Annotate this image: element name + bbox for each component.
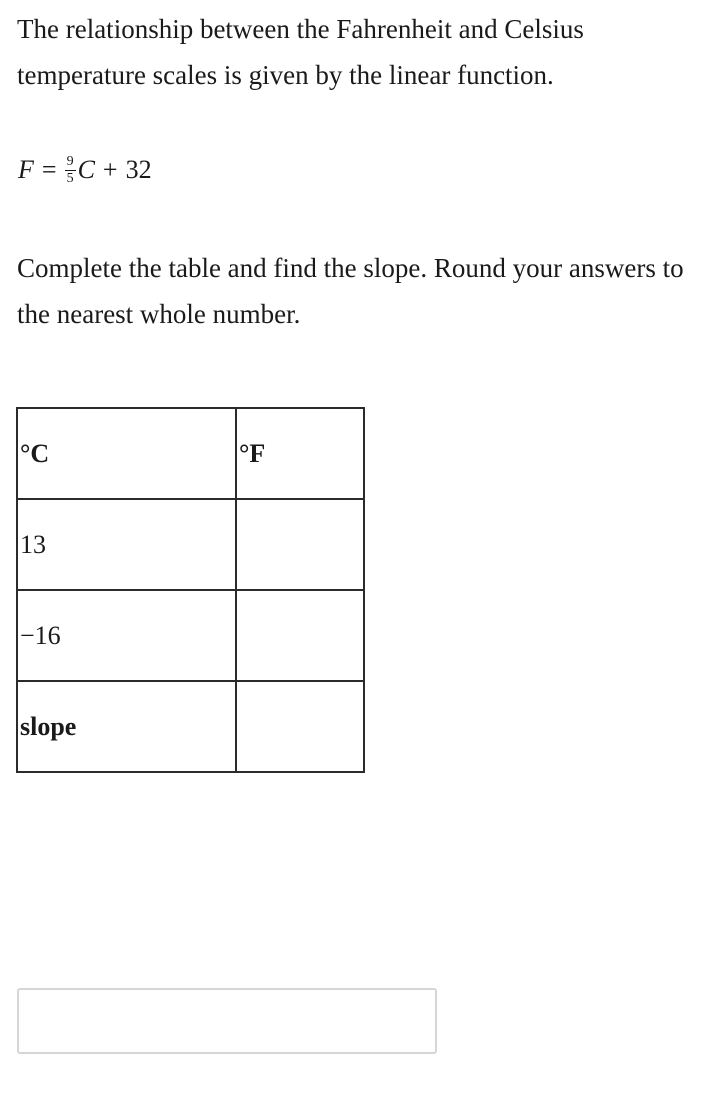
table-header-row — [17, 408, 364, 499]
table-row — [17, 681, 364, 772]
table-row — [17, 499, 364, 590]
conversion-table — [16, 407, 365, 773]
table-row — [17, 590, 364, 681]
equation-fraction — [65, 155, 76, 186]
slope-value-cell[interactable] — [236, 681, 364, 772]
fahrenheit-cell[interactable] — [236, 499, 364, 590]
slope-label-cell: slope — [17, 681, 236, 772]
equation-constant: 32 — [125, 155, 152, 184]
equation-lhs: F — [18, 155, 34, 184]
header-celsius: °C — [17, 408, 236, 499]
equation-variable: C — [77, 155, 95, 184]
celsius-cell: −16 — [17, 590, 236, 681]
linear-equation — [18, 150, 152, 190]
instructions-text: Complete the table and find the slope. Round your answers to the nearest whole number. — [17, 253, 684, 329]
celsius-cell: 13 — [17, 499, 236, 590]
intro-text: The relationship between the Fahrenheit and Celsius temperature scales is given by the linear function. — [17, 14, 584, 90]
header-fahrenheit: °F — [236, 408, 364, 499]
equation-plus: + — [102, 155, 118, 184]
answer-input[interactable] — [17, 988, 437, 1054]
fahrenheit-cell[interactable] — [236, 590, 364, 681]
equation-equals: = — [41, 155, 57, 184]
fraction-denominator: 5 — [66, 170, 74, 186]
fraction-numerator: 9 — [66, 153, 74, 169]
